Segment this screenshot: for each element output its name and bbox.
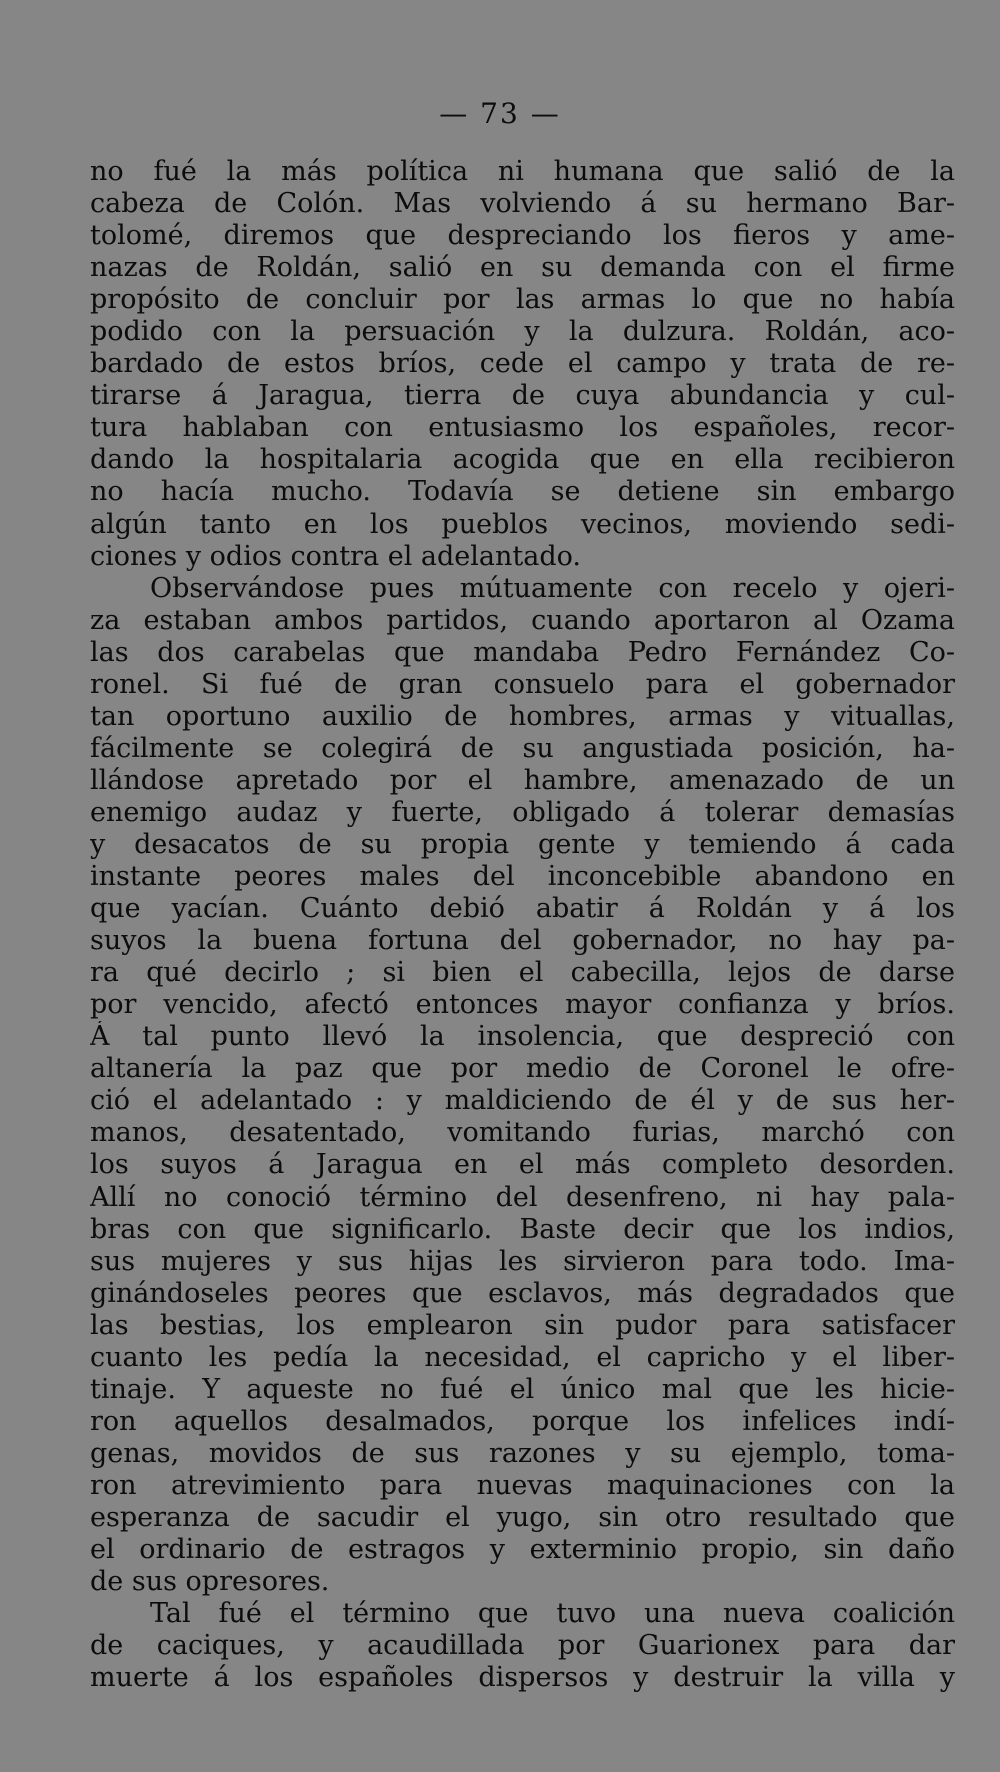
text-line: algún tanto en los pueblos vecinos, moviendo sedi-: [90, 508, 955, 540]
text-line: podido con la persuación y la dulzura. Roldán, aco-: [90, 316, 955, 348]
page-number: — 73 —: [439, 97, 561, 130]
text-line: por vencido, afectó entonces mayor confianza y bríos.: [90, 989, 955, 1021]
text-line: Observándose pues mútuamente con recelo y ojeri-: [150, 572, 955, 604]
text-line: no fué la más política ni humana que salió de la: [90, 156, 955, 187]
text-line: bardado de estos bríos, cede el campo y trata de re-: [90, 348, 955, 380]
text-line: tan oportuno auxilio de hombres, armas y vituallas,: [90, 700, 955, 732]
text-line: enemigo audaz y fuerte, obligado á tolerar demasías: [90, 796, 955, 828]
text-line: tura hablaban con entusiasmo los españoles, recor-: [90, 412, 955, 444]
text-line: dando la hospitalaria acogida que en ella recibieron: [90, 444, 955, 476]
text-line: altanería la paz que por medio de Coronel le ofre-: [90, 1053, 955, 1085]
text-line: cabeza de Colón. Mas volviendo á su hermano Bar-: [90, 188, 955, 220]
text-line: bras con que significarlo. Baste decir que los indios,: [90, 1213, 955, 1245]
text-line: ron atrevimiento para nuevas maquinaciones con la: [90, 1469, 955, 1501]
text-line: no hacía mucho. Todavía se detiene sin embargo: [90, 476, 955, 508]
text-line: ron aquellos desalmados, porque los infelices indí-: [90, 1405, 955, 1437]
text-line: de caciques, y acaudillada por Guarionex para dar: [90, 1630, 955, 1662]
text-line: ginándoseles peores que esclavos, más degradados que: [90, 1277, 955, 1309]
text-line: llándose apretado por el hambre, amenazado de un: [90, 764, 955, 796]
text-line: ciones y odios contra el adelantado.: [90, 540, 581, 572]
text-line: tirarse á Jaragua, tierra de cuya abundancia y cul-: [90, 380, 955, 412]
text-line: genas, movidos de sus razones y su ejemplo, toma-: [90, 1437, 955, 1469]
text-line: Á tal punto llevó la insolencia, que despreció con: [90, 1021, 955, 1053]
text-line: ció el adelantado : y maldiciendo de él y de sus her-: [90, 1085, 955, 1117]
text-line: el ordinario de estragos y exterminio propio, sin daño: [90, 1534, 955, 1566]
text-line: cuanto les pedía la necesidad, el capricho y el liber-: [90, 1341, 955, 1373]
text-line: que yacían. Cuánto debió abatir á Roldán y á los: [90, 893, 955, 925]
text-line: ra qué decirlo ; si bien el cabecilla, lejos de darse: [90, 957, 955, 989]
text-line: las bestias, los emplearon sin pudor para satisfacer: [90, 1309, 955, 1341]
text-line: y desacatos de su propia gente y temiendo á cada: [90, 828, 955, 860]
text-line: nazas de Roldán, salió en su demanda con el firme: [90, 252, 955, 284]
text-line: de sus opresores.: [90, 1566, 330, 1598]
text-line: manos, desatentado, vomitando furias, marchó con: [90, 1117, 955, 1149]
text-line: za estaban ambos partidos, cuando aportaron al Ozama: [90, 604, 955, 636]
text-line: sus mujeres y sus hijas les sirvieron para todo. Ima-: [90, 1245, 955, 1277]
text-line: los suyos á Jaragua en el más completo desorden.: [90, 1149, 955, 1181]
body-text: [90, 156, 955, 1694]
text-line: Allí no conoció término del desenfreno, ni hay pala-: [90, 1181, 955, 1213]
text-line: suyos la buena fortuna del gobernador, no hay pa-: [90, 925, 955, 957]
text-line: fácilmente se colegirá de su angustiada posición, ha-: [90, 732, 955, 764]
text-line: Tal fué el término que tuvo una nueva coalición: [150, 1598, 955, 1630]
text-line: tinaje. Y aqueste no fué el único mal que les hicie-: [90, 1373, 955, 1405]
text-line: instante peores males del inconcebible abandono en: [90, 861, 955, 893]
text-line: ronel. Si fué de gran consuelo para el gobernador: [90, 668, 955, 700]
text-line: propósito de concluir por las armas lo que no había: [90, 284, 955, 316]
text-line: muerte á los españoles dispersos y destruir la villa y: [90, 1662, 955, 1694]
text-line: esperanza de sacudir el yugo, sin otro resultado que: [90, 1501, 955, 1533]
text-line: tolomé, diremos que despreciando los fieros y ame-: [90, 220, 955, 252]
text-line: las dos carabelas que mandaba Pedro Fernández Co-: [90, 636, 955, 668]
